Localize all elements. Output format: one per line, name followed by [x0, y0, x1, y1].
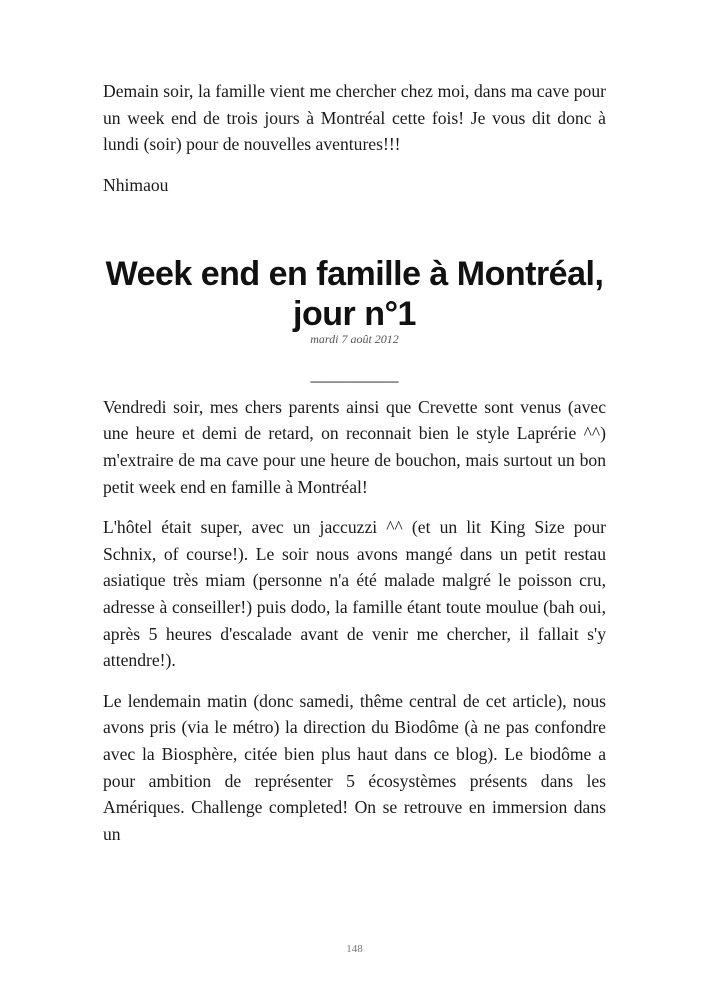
body-paragraph: L'hôtel était super, avec un jaccuzzi ^^ (et un lit King Size pour Schnix, of course!). Le soir nous avons mangé dans un petit restau asiatique très miam (personne n'a été malade malgré le poisson cru, adresse à conseiller!) puis dodo, la famille étant toute moulue (bah oui, après 5 heures d'escalade avant de venir me chercher, il fallait s'y attendre!). — [103, 517, 606, 671]
body-paragraph: Vendredi soir, mes chers parents ainsi que Crevette sont venus (avec une heure et demi de retard, on reconnait bien le style Laprérie ^^) m'extraire de ma cave pour une heure de bouchon, mais surtout un bon petit week end en famille à Montréal! — [103, 396, 606, 497]
page-number: 148 — [346, 943, 363, 955]
body-paragraph: Le lendemain matin (donc samedi, thême central de cet article), nous avons pris (via le métro) la direction du Biodôme (à ne pas confondre avec la Biosphère, citée bien plus haut dans ce blog). Le biodôme a pour ambition de représenter 5 écosystèmes présents dans les Amériques. Challenge completed! On se retrouve en immersion dans un — [103, 690, 606, 844]
post-date: mardi 7 août 2012 — [310, 331, 399, 346]
separator-line: __________ — [310, 363, 399, 384]
previous-post-closing-paragraph: Demain soir, la famille vient me chercher chez moi, dans ma cave pour un week end de trois jours à Montréal cette fois! Je vous dit donc à lundi (soir) pour de nouvelles aventures!!! — [103, 81, 606, 155]
page-content — [103, 78, 606, 847]
signature: Nhimaou — [103, 174, 169, 195]
post-title: Week end en famille à Montréal, jour n°1 — [105, 254, 604, 333]
